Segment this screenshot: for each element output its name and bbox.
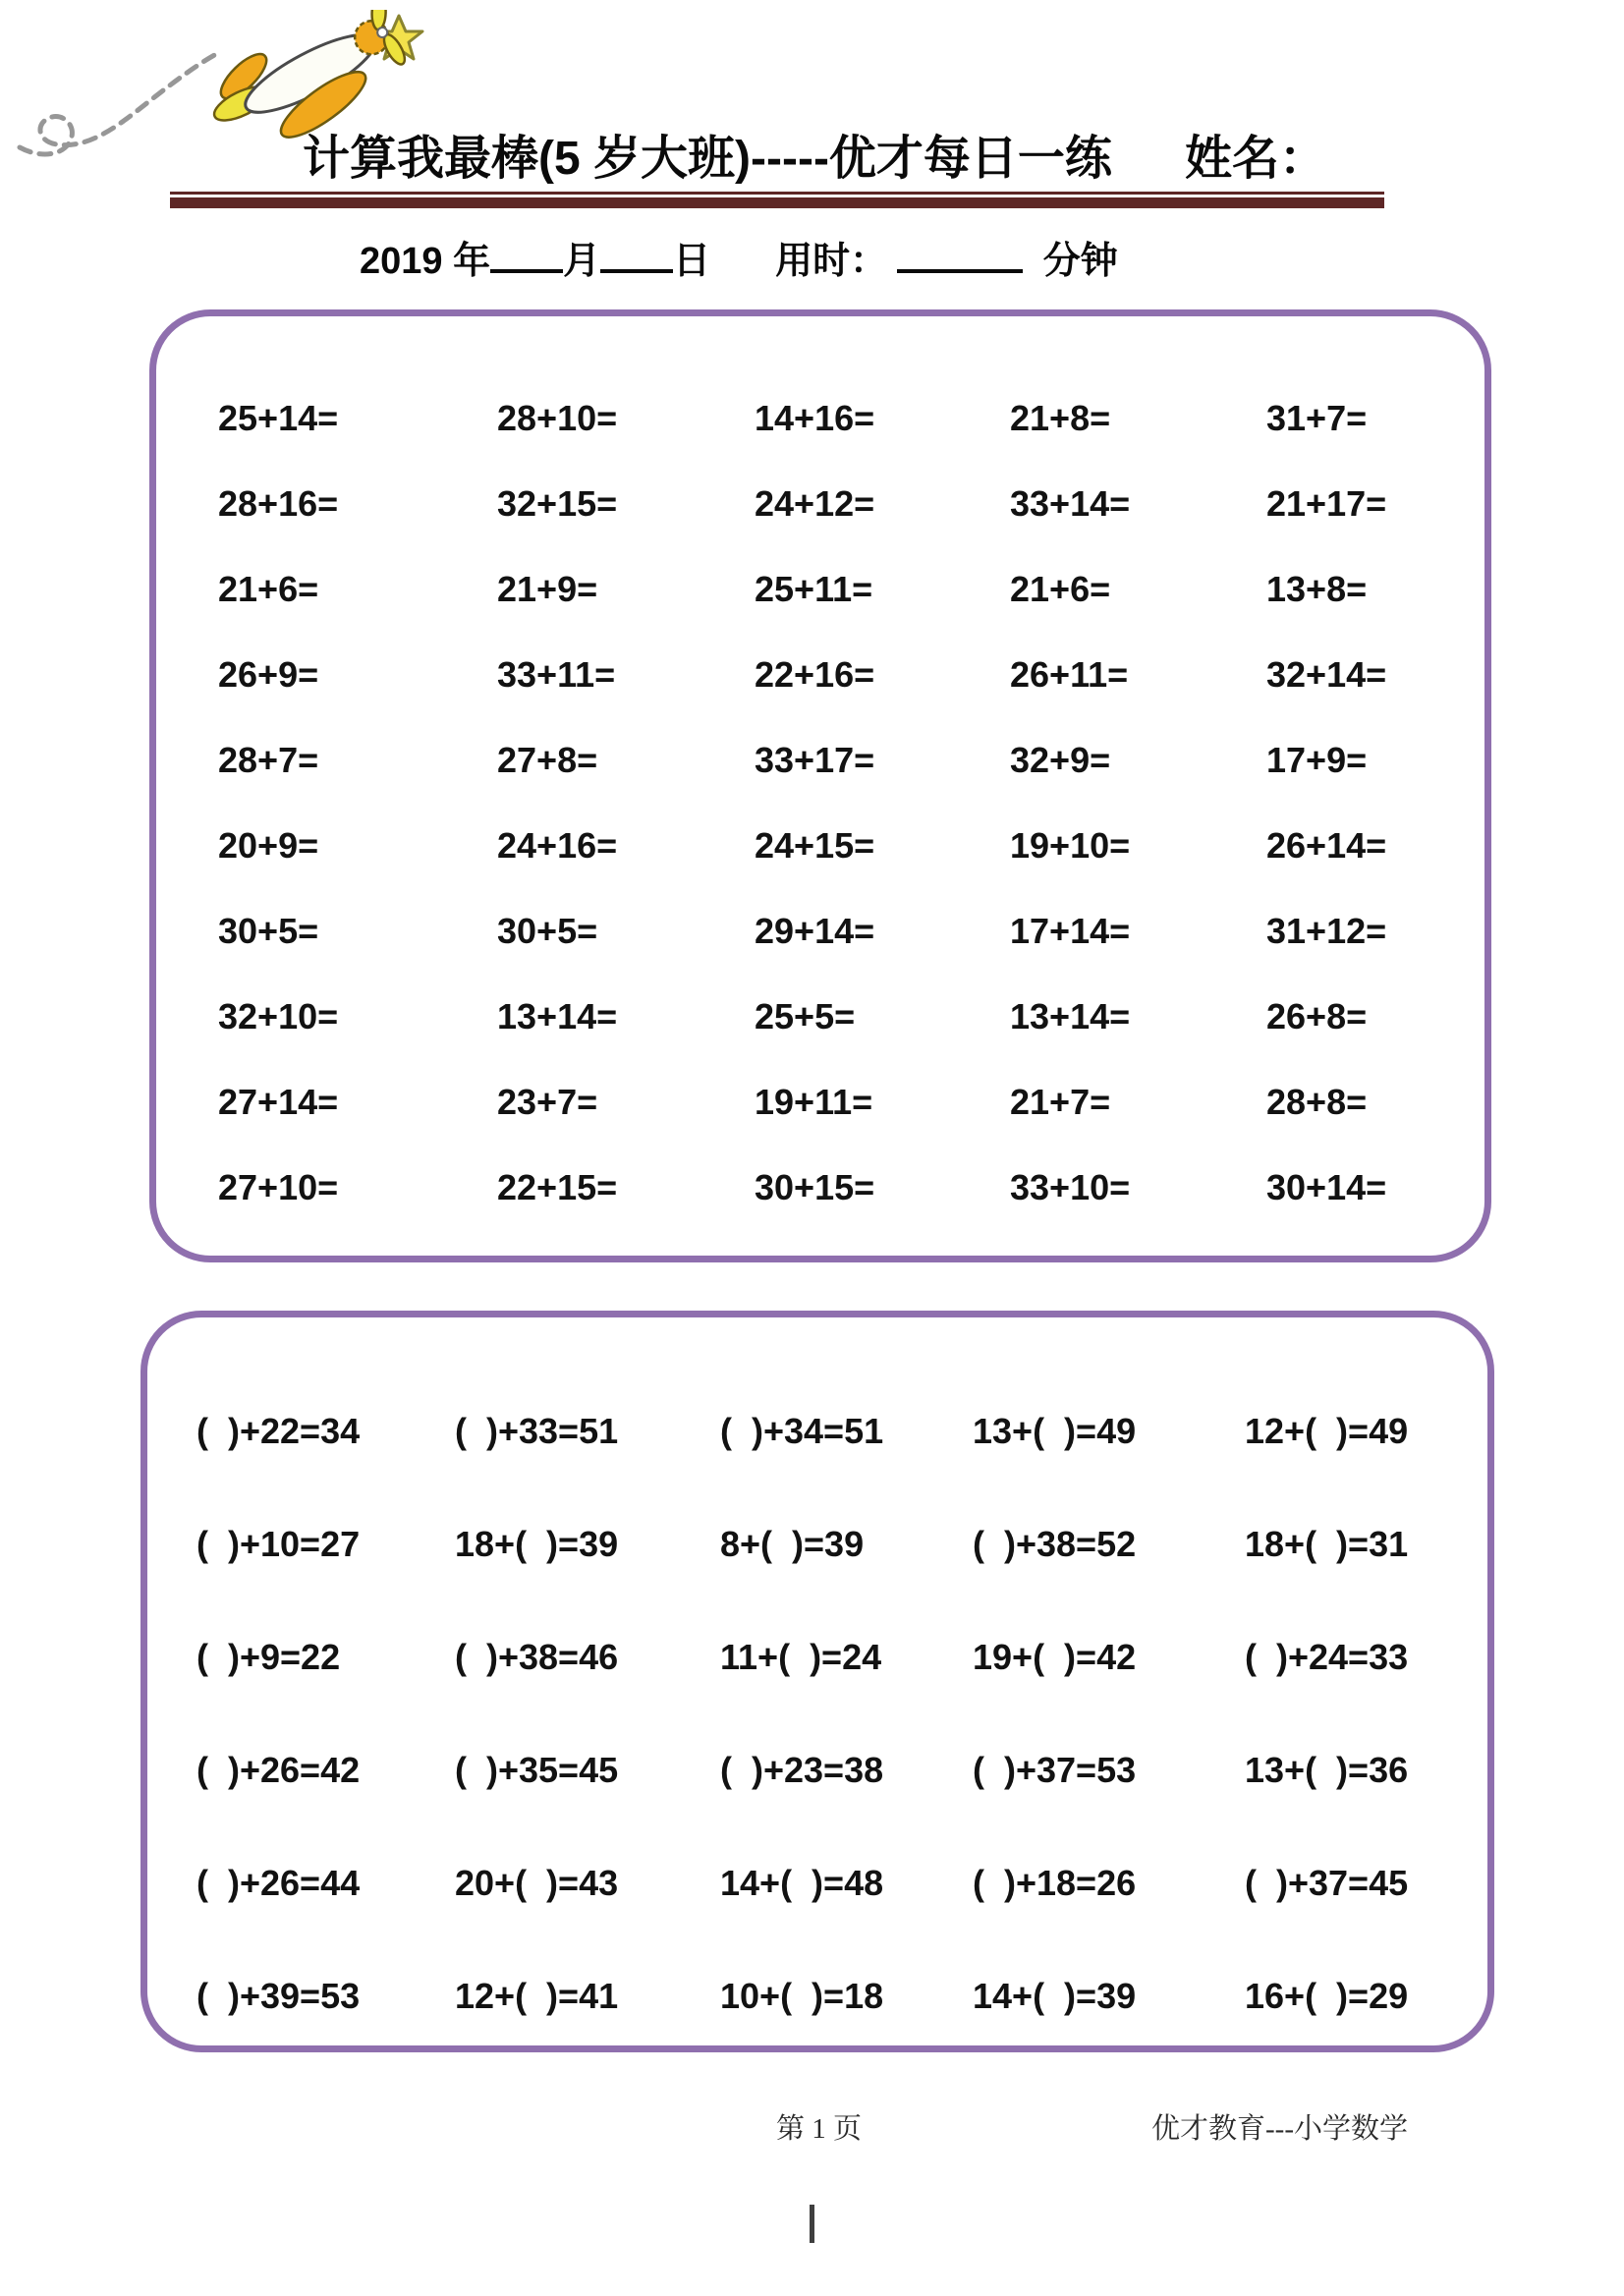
problem-cell: 27+8= xyxy=(497,739,598,780)
problem-cell: 32+10= xyxy=(218,995,339,1036)
problem-cell: 11+( )=24 xyxy=(720,1636,882,1677)
problem-cell: 12+( )=41 xyxy=(455,1975,619,2016)
day-blank xyxy=(600,236,673,273)
problem-cell: 26+11= xyxy=(1010,653,1129,695)
problem-cell: 14+16= xyxy=(755,397,875,438)
problem-cell: 20+( )=43 xyxy=(455,1862,619,1903)
problem-cell: 30+15= xyxy=(755,1166,875,1207)
problem-cell: 17+14= xyxy=(1010,910,1131,951)
problem-cell: 28+10= xyxy=(497,397,618,438)
problem-cell: 24+15= xyxy=(755,824,875,866)
problem-cell: 21+7= xyxy=(1010,1081,1111,1122)
problem-cell: 13+14= xyxy=(1010,995,1131,1036)
problem-cell: ( )+26=44 xyxy=(196,1862,361,1903)
header-rule-thin xyxy=(170,192,1384,195)
day-label: 日 xyxy=(673,241,711,282)
problem-cell: 26+8= xyxy=(1266,995,1368,1036)
problem-cell: 25+5= xyxy=(755,995,856,1036)
problem-cell: ( )+33=51 xyxy=(455,1410,619,1451)
problem-cell: 24+12= xyxy=(755,482,875,524)
text-cursor xyxy=(810,2205,814,2243)
problem-cell: 28+16= xyxy=(218,482,339,524)
problem-cell: 13+8= xyxy=(1266,568,1368,609)
problem-cell: ( )+34=51 xyxy=(720,1410,884,1451)
problem-cell: 20+9= xyxy=(218,824,319,866)
problem-cell: 29+14= xyxy=(755,910,875,951)
problem-cell: ( )+38=46 xyxy=(455,1636,619,1677)
problem-cell: 30+14= xyxy=(1266,1166,1387,1207)
problem-cell: 28+8= xyxy=(1266,1081,1368,1122)
problem-cell: 18+( )=31 xyxy=(1245,1523,1409,1564)
problem-cell: 33+17= xyxy=(755,739,875,780)
missing-addend-problems-grid xyxy=(147,1317,1487,2052)
problem-cell: 22+16= xyxy=(755,653,875,695)
problem-cell: 14+( )=48 xyxy=(720,1862,884,1903)
month-blank xyxy=(490,236,563,273)
problem-cell: ( )+18=26 xyxy=(973,1862,1137,1903)
problem-cell: 31+12= xyxy=(1266,910,1387,951)
header xyxy=(303,120,1326,188)
name-label: 姓名： xyxy=(1184,133,1326,185)
problem-cell: 30+5= xyxy=(497,910,598,951)
problem-cell: 31+7= xyxy=(1266,397,1368,438)
problem-cell: 26+14= xyxy=(1266,824,1387,866)
problem-cell: 28+7= xyxy=(218,739,319,780)
problem-cell: 17+9= xyxy=(1266,739,1368,780)
problem-cell: 12+( )=49 xyxy=(1245,1410,1409,1451)
problem-cell: 32+15= xyxy=(497,482,618,524)
footer-brand: 优才教育---小学数学 xyxy=(1151,2113,1408,2145)
month-label: 月 xyxy=(563,241,601,282)
date-line xyxy=(360,230,1118,284)
problem-cell: 33+10= xyxy=(1010,1166,1131,1207)
problem-cell: ( )+37=45 xyxy=(1245,1862,1409,1903)
header-rule-thick xyxy=(170,197,1384,208)
problem-cell: ( )+23=38 xyxy=(720,1749,884,1790)
problem-cell: 33+11= xyxy=(497,653,616,695)
problem-cell: 19+( )=42 xyxy=(973,1636,1137,1677)
problem-cell: 32+9= xyxy=(1010,739,1111,780)
year-label: 2019 年 xyxy=(360,241,491,282)
problem-cell: 16+( )=29 xyxy=(1245,1975,1409,2016)
problem-cell: ( )+9=22 xyxy=(196,1636,341,1677)
page-number: 第 1 页 xyxy=(776,2113,863,2145)
problem-cell: ( )+22=34 xyxy=(196,1410,361,1451)
problem-cell: 13+( )=49 xyxy=(973,1410,1137,1451)
problem-cell: 14+( )=39 xyxy=(973,1975,1137,2016)
problem-cell: 27+10= xyxy=(218,1166,339,1207)
problem-cell: 33+14= xyxy=(1010,482,1131,524)
problem-cell: 22+15= xyxy=(497,1166,618,1207)
problem-cell: 18+( )=39 xyxy=(455,1523,619,1564)
problem-cell: 13+( )=36 xyxy=(1245,1749,1409,1790)
page-title: 计算我最棒(5 岁大班)-----优才每日一练 xyxy=(303,133,1112,185)
problem-cell: 19+10= xyxy=(1010,824,1131,866)
problem-cell: 21+9= xyxy=(497,568,598,609)
problem-cell: ( )+10=27 xyxy=(196,1523,361,1564)
time-label: 用时： xyxy=(775,241,888,282)
problem-cell: 24+16= xyxy=(497,824,618,866)
problem-cell: ( )+37=53 xyxy=(973,1749,1137,1790)
problem-cell: 10+( )=18 xyxy=(720,1975,884,2016)
addition-problems-grid xyxy=(156,316,1484,1230)
problem-cell: ( )+39=53 xyxy=(196,1975,361,2016)
problem-cell: 32+14= xyxy=(1266,653,1387,695)
dashed-trail-icon xyxy=(20,53,218,154)
problem-cell: 13+14= xyxy=(497,995,618,1036)
problem-cell: 21+6= xyxy=(1010,568,1111,609)
problem-cell: 23+7= xyxy=(497,1081,598,1122)
problem-cell: ( )+24=33 xyxy=(1245,1636,1409,1677)
problem-cell: 21+8= xyxy=(1010,397,1111,438)
problem-cell: 21+6= xyxy=(218,568,319,609)
problem-cell: 25+11= xyxy=(755,568,873,609)
problem-cell: 21+17= xyxy=(1266,482,1387,524)
problem-cell: 26+9= xyxy=(218,653,319,695)
problem-cell: ( )+38=52 xyxy=(973,1523,1137,1564)
problem-cell: 25+14= xyxy=(218,397,339,438)
minutes-label: 分钟 xyxy=(1033,241,1118,282)
problem-cell: ( )+35=45 xyxy=(455,1749,619,1790)
addition-problems-box xyxy=(149,309,1491,1262)
time-blank xyxy=(897,236,1023,273)
problem-cell: 30+5= xyxy=(218,910,319,951)
problem-cell: ( )+26=42 xyxy=(196,1749,361,1790)
problem-cell: 27+14= xyxy=(218,1081,339,1122)
problem-cell: 19+11= xyxy=(755,1081,873,1122)
missing-addend-problems-box xyxy=(140,1311,1494,2052)
problem-cell: 8+( )=39 xyxy=(720,1523,865,1564)
